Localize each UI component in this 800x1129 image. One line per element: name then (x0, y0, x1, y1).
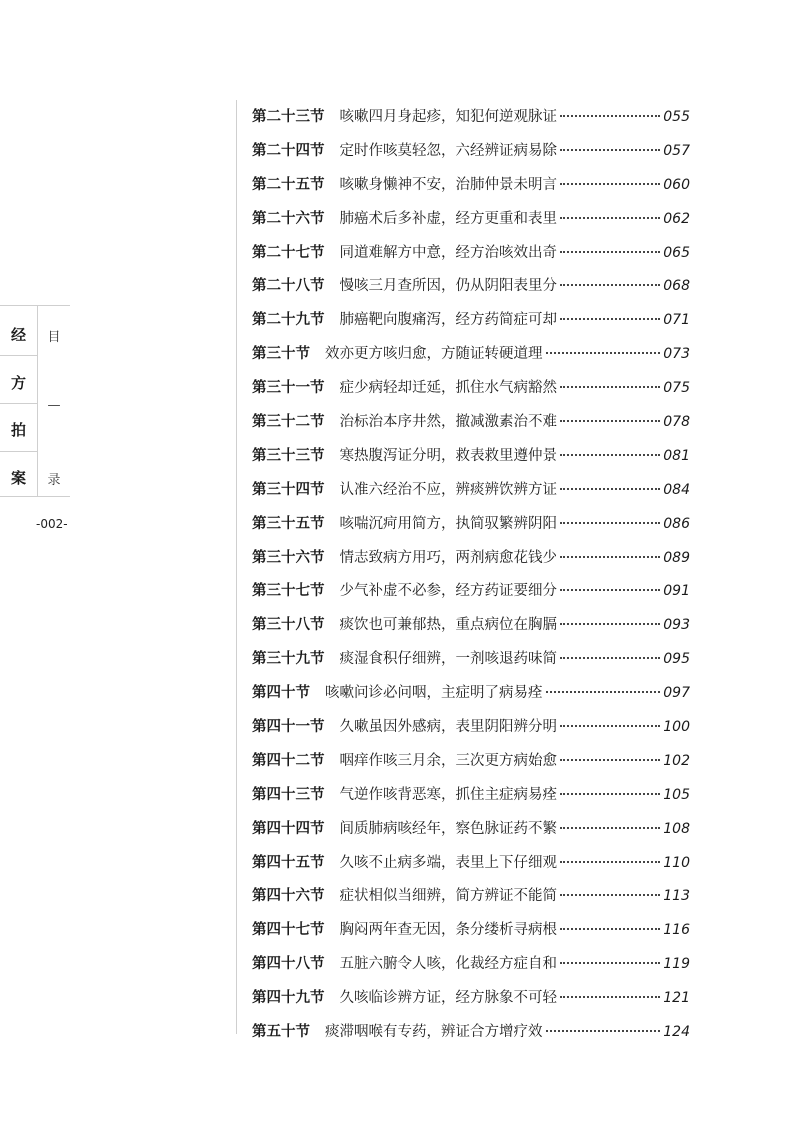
toc-page-number: 119 (663, 956, 690, 973)
toc-page-number: 073 (663, 346, 690, 363)
toc-section-title: 久嗽虽因外感病，表里阴阳辨分明 (339, 719, 557, 736)
toc-dot-leader (560, 148, 660, 151)
toc-section-title: 肺癌靶向腹痛泻，经方药简症可却 (339, 312, 557, 329)
toc-entry[interactable] (252, 913, 690, 947)
toc-entry[interactable] (252, 405, 690, 439)
section-label-char: 目 (47, 330, 61, 345)
toc-entry[interactable] (252, 608, 690, 642)
toc-section-number: 第二十八节 (252, 277, 325, 295)
toc-dot-leader (560, 995, 660, 998)
toc-section-title: 间质肺病咳经年，察色脉证药不繁 (339, 820, 557, 837)
toc-page-number: 091 (663, 583, 690, 600)
toc-page-number: 086 (663, 515, 690, 532)
toc-dot-leader (560, 860, 660, 863)
toc-entry[interactable] (252, 879, 690, 913)
toc-page-number: 057 (663, 142, 690, 159)
toc-entry[interactable] (252, 846, 690, 880)
toc-entry[interactable] (252, 981, 690, 1015)
toc-section-number: 第三十三节 (252, 446, 325, 464)
section-label-char: 录 (47, 473, 61, 488)
section-label-char: — (47, 398, 61, 413)
toc-entry[interactable] (252, 947, 690, 981)
toc-entry[interactable] (252, 778, 690, 812)
toc-section-number: 第四十八节 (252, 955, 325, 973)
toc-dot-leader (560, 250, 660, 253)
toc-section-title: 咽痒作咳三月余，三次更方病始愈 (339, 752, 557, 769)
toc-entry[interactable] (252, 642, 690, 676)
toc-section-number: 第五十节 (252, 1023, 310, 1041)
toc-dot-leader (560, 826, 660, 829)
toc-entry[interactable] (252, 541, 690, 575)
toc-dot-leader (560, 182, 660, 185)
toc-entry[interactable] (252, 812, 690, 846)
toc-entry[interactable] (252, 236, 690, 270)
toc-section-number: 第三十二节 (252, 413, 325, 431)
book-title-char: 拍 (10, 421, 26, 439)
toc-section-number: 第二十七节 (252, 243, 325, 261)
toc-section-number: 第三十一节 (252, 379, 325, 397)
toc-section-title: 定时作咳莫轻忽，六经辨证病易除 (339, 142, 557, 159)
toc-section-number: 第三十八节 (252, 616, 325, 634)
toc-section-title: 同道难解方中意，经方治咳效出奇 (339, 244, 557, 261)
toc-page-number: 055 (663, 109, 690, 125)
divider (0, 355, 37, 356)
toc-section-number: 第二十九节 (252, 311, 325, 329)
toc-dot-leader (560, 792, 660, 795)
toc-entry[interactable] (252, 100, 690, 134)
toc-dot-leader (546, 351, 661, 354)
book-title-char: 经 (10, 326, 26, 344)
toc-page-number: 116 (663, 922, 690, 939)
toc-dot-leader (560, 724, 660, 727)
toc-page-number: 060 (663, 176, 690, 193)
toc-dot-leader (560, 588, 660, 591)
toc-dot-leader (560, 283, 660, 286)
toc-page-number: 100 (663, 719, 690, 736)
toc-section-number: 第三十七节 (252, 582, 325, 600)
toc-page-number: 102 (663, 752, 690, 769)
toc-section-title: 久咳不止病多端，表里上下仔细观 (339, 854, 557, 871)
toc-section-number: 第四十四节 (252, 819, 325, 837)
toc-section-title: 症少病轻却迁延，抓住水气病豁然 (339, 380, 557, 397)
toc-entry[interactable] (252, 1015, 690, 1049)
toc-section-number: 第四十三节 (252, 785, 325, 803)
toc-section-number: 第二十三节 (252, 108, 325, 125)
divider (236, 100, 237, 1034)
toc-entry[interactable] (252, 371, 690, 405)
toc-entry[interactable] (252, 744, 690, 778)
toc-section-title: 痰滞咽喉有专药，辨证合方增疗效 (325, 1024, 543, 1041)
toc-section-title: 症状相似当细辨，简方辨证不能简 (339, 888, 557, 905)
toc-page-number: 062 (663, 210, 690, 227)
toc-section-number: 第三十节 (252, 345, 310, 363)
divider (0, 451, 37, 452)
toc-section-title: 情志致病方用巧，两剂病愈花钱少 (339, 549, 557, 566)
toc-section-number: 第二十四节 (252, 141, 325, 159)
toc-section-title: 寒热腹泻证分明，救表救里遵仲景 (339, 447, 557, 464)
toc-section-title: 痰湿食积仔细辨，一剂咳退药味简 (339, 651, 557, 668)
toc-dot-leader (560, 961, 660, 964)
toc-page-number: 095 (663, 651, 690, 668)
toc-dot-leader (560, 419, 660, 422)
toc-section-title: 咳嗽四月身起疹，知犯何逆观脉证 (339, 109, 557, 125)
toc-dot-leader (560, 555, 660, 558)
toc-page-number: 097 (663, 685, 690, 702)
toc-entry[interactable] (252, 134, 690, 168)
book-title-char: 方 (10, 374, 26, 392)
toc-dot-leader (560, 453, 660, 456)
toc-section-title: 咳嗽身懒神不安，治肺仲景未明言 (339, 176, 557, 193)
toc-dot-leader (560, 216, 660, 219)
toc-section-number: 第四十二节 (252, 751, 325, 769)
toc-section-title: 治标治本序井然，撤减激素治不难 (339, 414, 557, 431)
toc-section-number: 第四十节 (252, 684, 310, 702)
toc-section-title: 慢咳三月查所因，仍从阴阳表里分 (339, 278, 557, 295)
toc-section-number: 第四十七节 (252, 921, 325, 939)
toc-entry[interactable] (252, 303, 690, 337)
toc-page-number: 078 (663, 414, 690, 431)
toc-section-number: 第四十六节 (252, 887, 325, 905)
toc-section-title: 少气补虚不必参，经方药证要细分 (339, 583, 557, 600)
toc-section-number: 第二十五节 (252, 175, 325, 193)
toc-entry[interactable] (252, 168, 690, 202)
toc-dot-leader (560, 385, 660, 388)
toc-section-number: 第四十一节 (252, 718, 325, 736)
toc-section-title: 效亦更方咳归愈，方随证转硬道理 (325, 346, 543, 363)
toc-section-title: 五脏六腑令人咳，化裁经方症自和 (339, 956, 557, 973)
toc-entry[interactable] (252, 710, 690, 744)
toc-page-number: 065 (663, 244, 690, 261)
toc-page-number: 071 (663, 312, 690, 329)
toc-dot-leader (560, 114, 660, 117)
toc-page-number: 089 (663, 549, 690, 566)
toc-page-number: 108 (663, 820, 690, 837)
toc-dot-leader (560, 893, 660, 896)
toc-page-number: 068 (663, 278, 690, 295)
toc-entry[interactable] (252, 676, 690, 710)
toc-page-number: 105 (663, 786, 690, 803)
toc-entry[interactable] (252, 473, 690, 507)
toc-page-number: 124 (663, 1024, 690, 1041)
toc-section-title: 咳喘沉疴用简方，执简驭繁辨阴阳 (339, 515, 557, 532)
toc-dot-leader (546, 1029, 661, 1032)
toc-section-number: 第三十五节 (252, 514, 325, 532)
toc-entry[interactable] (252, 337, 690, 371)
toc-entry[interactable] (252, 507, 690, 541)
toc-dot-leader (560, 656, 660, 659)
toc-page-number: 075 (663, 380, 690, 397)
toc-section-number: 第三十四节 (252, 480, 325, 498)
book-title-char: 案 (10, 469, 26, 487)
toc-page-number: 110 (663, 854, 690, 871)
toc-entry[interactable] (252, 269, 690, 303)
table-of-contents (252, 100, 690, 1049)
toc-section-title: 肺癌术后多补虚，经方更重和表里 (339, 210, 557, 227)
toc-page-number: 093 (663, 617, 690, 634)
toc-dot-leader (560, 487, 660, 490)
toc-section-number: 第二十六节 (252, 209, 325, 227)
toc-dot-leader (560, 521, 660, 524)
toc-entry[interactable] (252, 574, 690, 608)
toc-section-title: 痰饮也可兼郁热，重点病位在胸膈 (339, 617, 557, 634)
toc-dot-leader (560, 927, 660, 930)
toc-dot-leader (560, 317, 660, 320)
toc-dot-leader (560, 758, 660, 761)
toc-section-title: 咳嗽问诊必问咽，主症明了病易痊 (325, 685, 543, 702)
toc-page-number: 121 (663, 990, 690, 1007)
toc-section-number: 第四十五节 (252, 853, 325, 871)
toc-section-title: 久咳临诊辨方证，经方脉象不可轻 (339, 990, 557, 1007)
divider (0, 403, 37, 404)
toc-section-title: 胸闷两年查无因，条分缕析寻病根 (339, 922, 557, 939)
page-number: -002- (36, 517, 68, 531)
toc-page-number: 084 (663, 481, 690, 498)
toc-entry[interactable] (252, 439, 690, 473)
toc-section-number: 第四十九节 (252, 989, 325, 1007)
toc-dot-leader (546, 690, 661, 693)
toc-section-number: 第三十九节 (252, 650, 325, 668)
toc-page-number: 081 (663, 447, 690, 464)
toc-section-number: 第三十六节 (252, 548, 325, 566)
toc-section-title: 认准六经治不应，辨痰辨饮辨方证 (339, 481, 557, 498)
toc-dot-leader (560, 622, 660, 625)
toc-page-number: 113 (663, 888, 690, 905)
side-tab (0, 305, 70, 497)
toc-entry[interactable] (252, 202, 690, 236)
toc-section-title: 气逆作咳背恶寒，抓住主症病易痊 (339, 786, 557, 803)
